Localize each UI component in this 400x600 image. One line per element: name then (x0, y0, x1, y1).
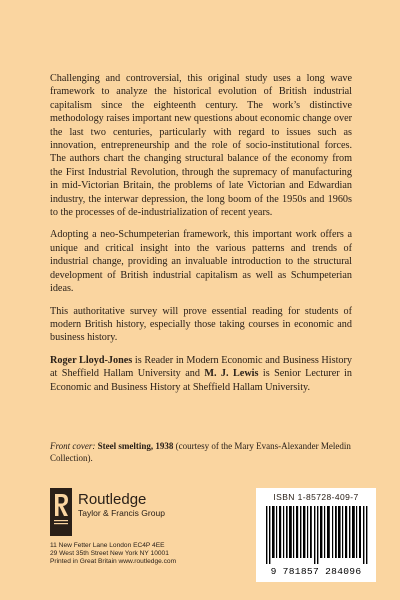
publisher-name: Routledge (78, 491, 147, 508)
front-cover-label: Front cover: (50, 441, 96, 451)
address-line-3: Printed in Great Britain www.routledge.com (50, 558, 177, 566)
author-2-bio: is Senior Lecturer in Economic and Business History at Sheffield Hallam University. (50, 368, 352, 393)
barcode-panel (256, 488, 376, 582)
publisher-group: Taylor & Francis Group (78, 508, 165, 518)
publisher-address (50, 542, 220, 567)
address-line-2: 29 West 35th Street New York NY 10001 (50, 550, 169, 558)
barcode-icon (262, 506, 370, 564)
author-bio (50, 354, 352, 394)
barcode-number: 9 781857 284096 (270, 566, 362, 577)
blurb-paragraph-3: This authoritative survey will prove essential reading for students of modern British history, especially those taking courses in economic and business history. (50, 305, 352, 344)
author-1-name: Roger Lloyd-Jones (50, 354, 133, 366)
routledge-logo-icon (50, 488, 72, 536)
back-cover-blurb (50, 72, 352, 403)
blurb-paragraph-2: Adopting a neo-Schumpeterian framework, this important work offers a unique and critical insight into the various patterns and trends of industrial change, providing an invaluable introduction to the structural development of British industrial capitalism as well as Schumpeterian ideas. (50, 229, 352, 295)
publisher-logo-row (50, 488, 220, 536)
front-cover-title: Steel smelting, 1938 (97, 441, 174, 451)
author-1-bio: is Reader in Modern Economic and Business History at Sheffield Hallam University and (50, 354, 352, 380)
front-cover-courtesy: (courtesy of the Mary Evans-Alexander Meledin Collection). (50, 441, 351, 463)
author-2-name: M. J. Lewis (204, 368, 259, 380)
address-line-1: 11 New Fetter Lane London EC4P 4EE (50, 542, 165, 549)
publisher-block (50, 488, 220, 567)
publisher-name-block (78, 488, 165, 518)
blurb-paragraph-1: Challenging and controversial, this original study uses a long wave framework to analyze the historical evolution of British industrial capitalism since the eighteenth century. The work’s distinctive methodology raises important new questions about economic change over the last two centuries, particularly with regard to issues such as innovation, entrepreneurship and the role of socio-institutional forces. The authors chart the changing structural balance of the economy from the First Industrial Revolution, through the supremacy of manufacturing in mid-Victorian Britain, the problems of late Victorian and Edwardian industry, the interwar depression, the long boom of the 1950s and 1960s to the processes of de-industrialization of recent years. (50, 73, 352, 219)
front-cover-credit (50, 440, 360, 464)
isbn-label: ISBN 1-85728-409-7 (273, 492, 359, 502)
